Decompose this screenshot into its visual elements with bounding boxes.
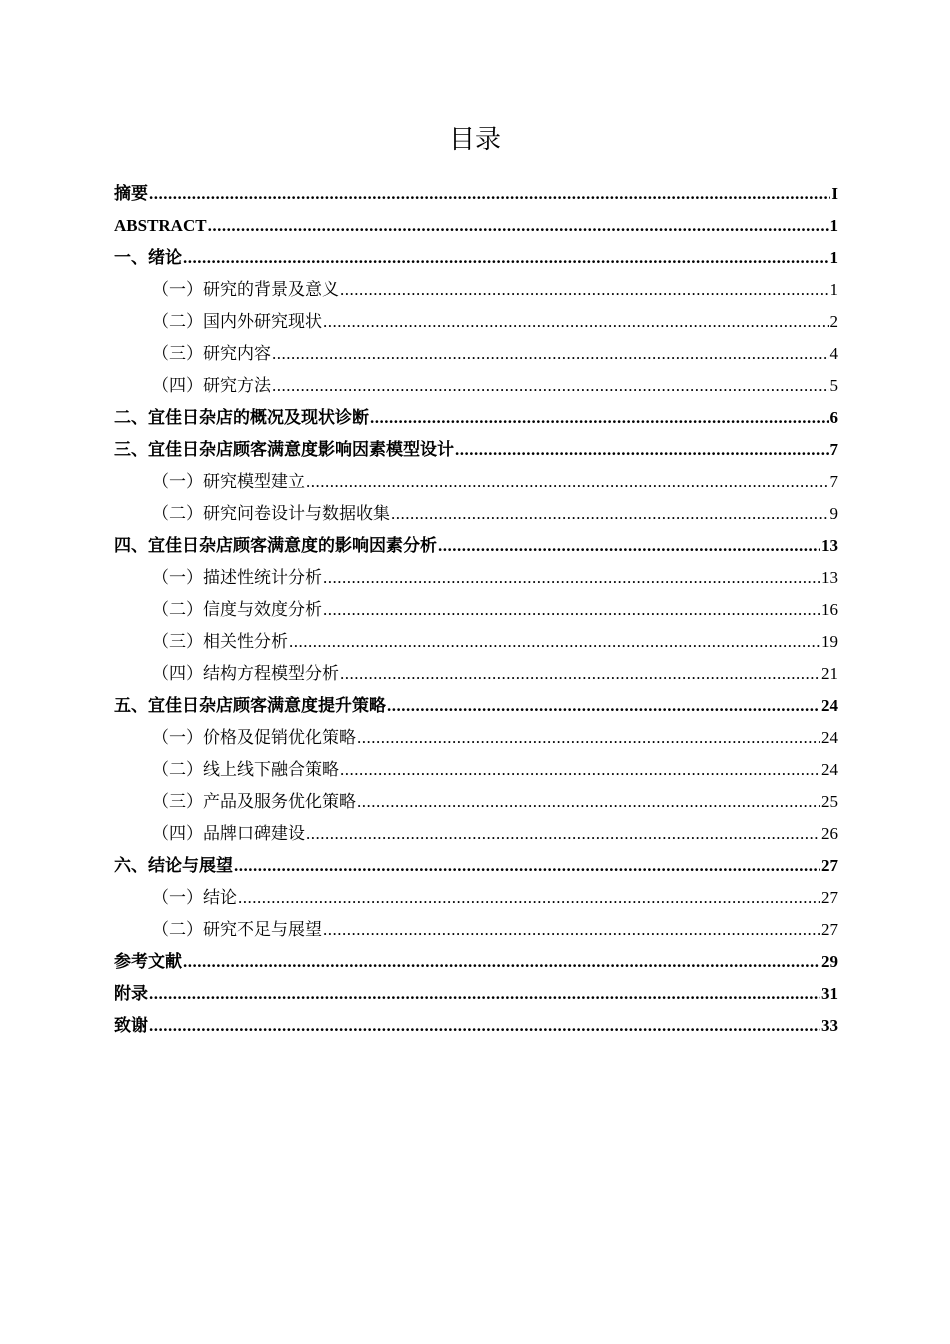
- toc-page-number: 2: [829, 312, 838, 331]
- toc-page-number: 16: [821, 600, 838, 619]
- toc-dot-leader: [370, 402, 829, 434]
- toc-page-number: 25: [821, 792, 838, 811]
- toc-entry-title: 五、宜佳日杂店顾客满意度提升策略: [114, 696, 386, 715]
- toc-page-number: 5: [829, 376, 838, 395]
- toc-section-entry[interactable]: [114, 466, 838, 498]
- toc-section-entry[interactable]: [114, 722, 838, 754]
- toc-section-entry[interactable]: [114, 274, 838, 306]
- toc-dot-leader: [149, 1010, 820, 1042]
- toc-page-number: 1: [829, 216, 838, 235]
- toc-page-number: 4: [829, 344, 838, 363]
- toc-entry-title: （四）品牌口碑建设: [152, 824, 305, 843]
- toc-chapter-entry[interactable]: [114, 1010, 838, 1042]
- toc-section-entry[interactable]: [114, 754, 838, 786]
- toc-section-entry[interactable]: [114, 498, 838, 530]
- toc-chapter-entry[interactable]: [114, 850, 838, 882]
- toc-page-number: 24: [821, 696, 838, 715]
- toc-entry-title: 六、结论与展望: [114, 856, 233, 875]
- toc-dot-leader: [183, 242, 829, 274]
- toc-page-number: 24: [821, 728, 838, 747]
- toc-dot-leader: [149, 178, 830, 210]
- toc-page-number: 13: [821, 536, 838, 555]
- toc-dot-leader: [183, 946, 820, 978]
- toc-section-entry[interactable]: [114, 626, 838, 658]
- toc-dot-leader: [272, 338, 829, 370]
- toc-entry-title: （三）相关性分析: [152, 632, 288, 651]
- toc-page-number: 21: [821, 664, 838, 683]
- toc-section-entry[interactable]: [114, 306, 838, 338]
- toc-page-number: 27: [821, 888, 838, 907]
- toc-chapter-entry[interactable]: [114, 434, 838, 466]
- toc-chapter-entry[interactable]: [114, 978, 838, 1010]
- toc-chapter-entry[interactable]: [114, 690, 838, 722]
- toc-entry-title: 参考文献: [114, 952, 182, 971]
- toc-dot-leader: [272, 370, 829, 402]
- toc-page-number: 7: [829, 440, 838, 459]
- toc-chapter-entry[interactable]: [114, 946, 838, 978]
- toc-entry-title: （一）结论: [152, 888, 237, 907]
- toc-dot-leader: [357, 722, 820, 754]
- toc-entry-title: 附录: [114, 984, 148, 1003]
- toc-chapter-entry[interactable]: [114, 210, 838, 242]
- toc-section-entry[interactable]: [114, 562, 838, 594]
- toc-dot-leader: [323, 594, 820, 626]
- toc-page-number: 24: [821, 760, 838, 779]
- toc-section-entry[interactable]: [114, 370, 838, 402]
- toc-entry-title: 四、宜佳日杂店顾客满意度的影响因素分析: [114, 536, 437, 555]
- toc-entry-title: （一）研究模型建立: [152, 472, 305, 491]
- toc-page-number: 31: [821, 984, 838, 1003]
- toc-page-number: 7: [829, 472, 838, 491]
- toc-page-number: 1: [829, 248, 838, 267]
- toc-section-entry[interactable]: [114, 338, 838, 370]
- toc-section-entry[interactable]: [114, 658, 838, 690]
- toc-page-number: I: [831, 184, 838, 203]
- toc-section-entry[interactable]: [114, 786, 838, 818]
- toc-entry-title: （四）研究方法: [152, 376, 271, 395]
- toc-section-entry[interactable]: [114, 594, 838, 626]
- toc-entry-title: （二）研究不足与展望: [152, 920, 322, 939]
- toc-chapter-entry[interactable]: [114, 530, 838, 562]
- toc-entry-title: 二、宜佳日杂店的概况及现状诊断: [114, 408, 369, 427]
- toc-page-number: 27: [821, 856, 838, 875]
- toc-page-number: 1: [829, 280, 838, 299]
- toc-dot-leader: [340, 754, 820, 786]
- toc-section-entry[interactable]: [114, 818, 838, 850]
- toc-dot-leader: [149, 978, 820, 1010]
- toc-dot-leader: [306, 466, 829, 498]
- toc-dot-leader: [455, 434, 829, 466]
- toc-dot-leader: [323, 562, 820, 594]
- toc-entry-title: 一、绪论: [114, 248, 182, 267]
- toc-entry-title: （二）线上线下融合策略: [152, 760, 339, 779]
- toc-dot-leader: [391, 498, 829, 530]
- toc-dot-leader: [323, 914, 820, 946]
- toc-chapter-entry[interactable]: [114, 242, 838, 274]
- toc-entry-title: 摘要: [114, 184, 148, 203]
- toc-dot-leader: [323, 306, 829, 338]
- toc-entry-title: 致谢: [114, 1016, 148, 1035]
- toc-page-number: 29: [821, 952, 838, 971]
- toc-entry-title: （二）信度与效度分析: [152, 600, 322, 619]
- toc-entry-title: ABSTRACT: [114, 216, 207, 235]
- toc-page-number: 9: [829, 504, 838, 523]
- toc-entry-title: （一）描述性统计分析: [152, 568, 322, 587]
- toc-entry-title: （一）研究的背景及意义: [152, 280, 339, 299]
- toc-entry-title: （四）结构方程模型分析: [152, 664, 339, 683]
- toc-page-number: 26: [821, 824, 838, 843]
- toc-list: [114, 178, 838, 1042]
- toc-dot-leader: [387, 690, 820, 722]
- toc-entry-title: （二）国内外研究现状: [152, 312, 322, 331]
- toc-chapter-entry[interactable]: [114, 178, 838, 210]
- toc-dot-leader: [208, 210, 829, 242]
- toc-page-number: 33: [821, 1016, 838, 1035]
- toc-dot-leader: [234, 850, 820, 882]
- toc-entry-title: （一）价格及促销优化策略: [152, 728, 356, 747]
- toc-entry-title: （三）研究内容: [152, 344, 271, 363]
- toc-page-number: 13: [821, 568, 838, 587]
- toc-dot-leader: [340, 274, 829, 306]
- toc-dot-leader: [306, 818, 820, 850]
- toc-entry-title: （三）产品及服务优化策略: [152, 792, 356, 811]
- toc-section-entry[interactable]: [114, 914, 838, 946]
- toc-page-number: 19: [821, 632, 838, 651]
- toc-page-number: 6: [829, 408, 838, 427]
- toc-section-entry[interactable]: [114, 882, 838, 914]
- toc-title: 目录: [448, 125, 501, 155]
- toc-dot-leader: [289, 626, 820, 658]
- toc-page-number: 27: [821, 920, 838, 939]
- toc-dot-leader: [238, 882, 820, 914]
- toc-dot-leader: [438, 530, 820, 562]
- toc-entry-title: 三、宜佳日杂店顾客满意度影响因素模型设计: [114, 440, 454, 459]
- toc-dot-leader: [340, 658, 820, 690]
- toc-entry-title: （二）研究问卷设计与数据收集: [152, 504, 390, 523]
- toc-chapter-entry[interactable]: [114, 402, 838, 434]
- toc-dot-leader: [357, 786, 820, 818]
